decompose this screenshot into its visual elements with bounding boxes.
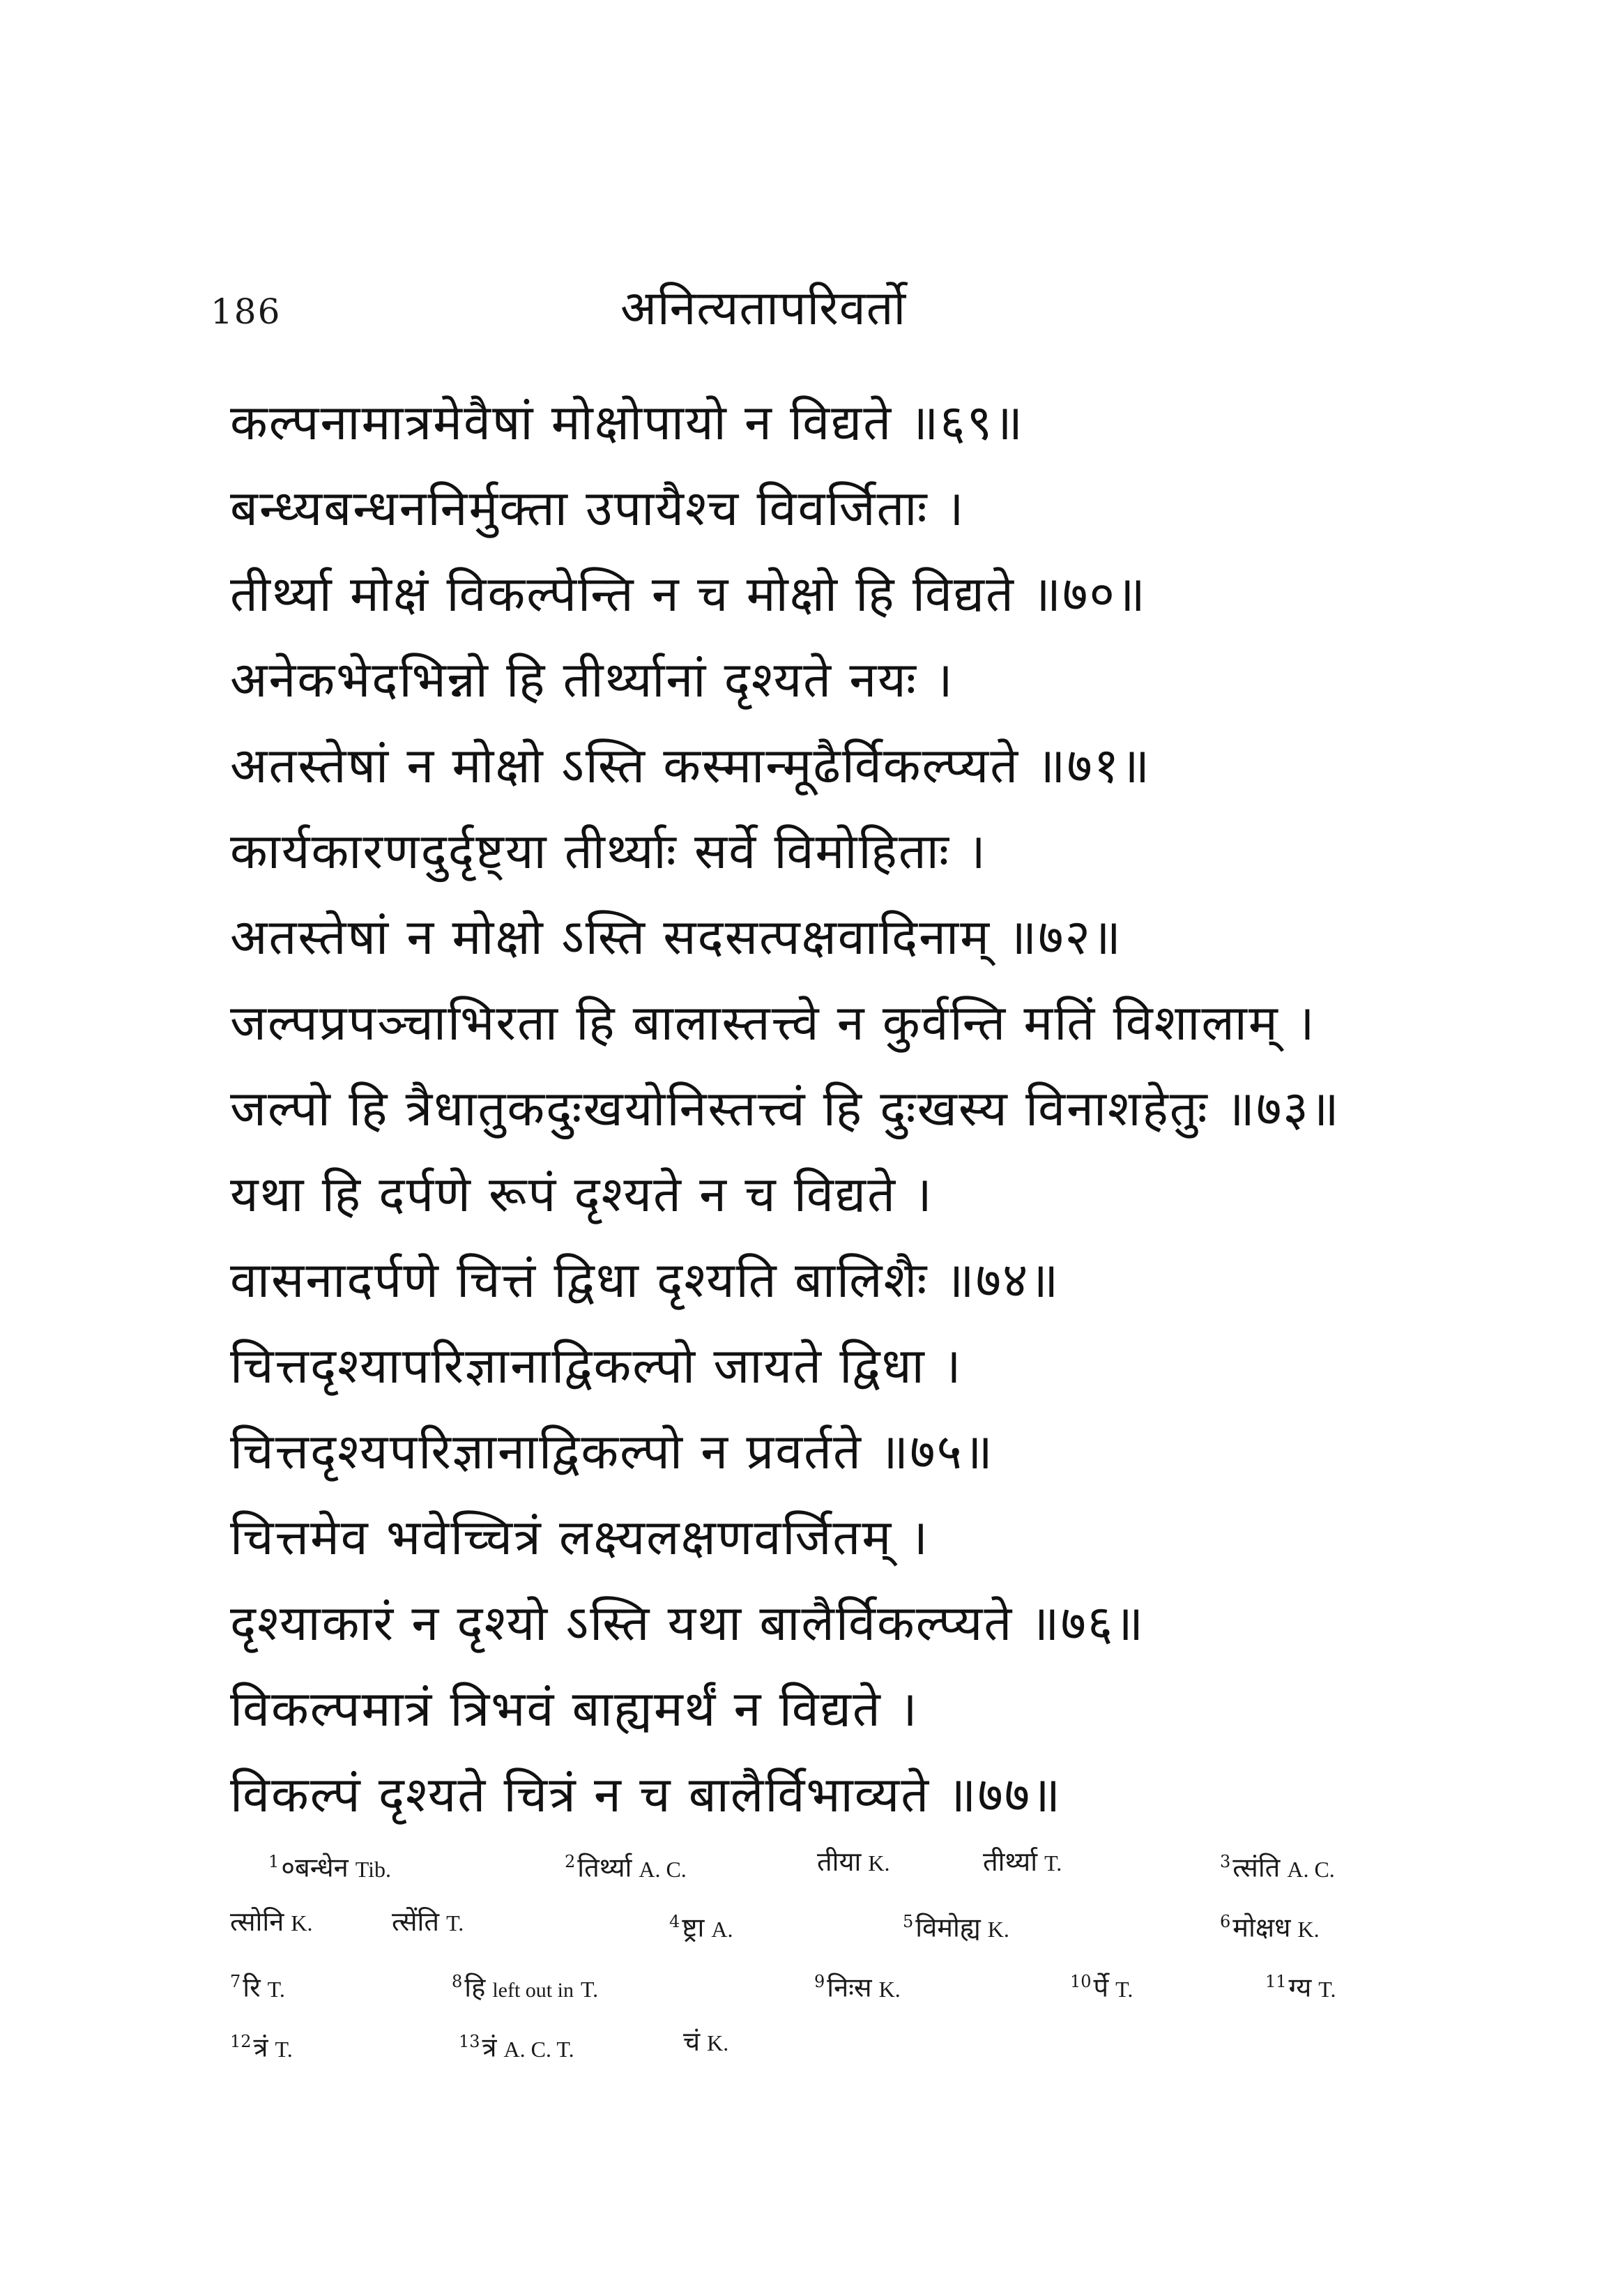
verse-line: तीर्थ्या मोक्षं विकल्पेन्ति न च मोक्षो हि विद्यते ॥७०॥ bbox=[230, 565, 1147, 623]
footnote: $^9$निःस K. bbox=[814, 1972, 901, 2003]
verse-line: विकल्पं दृश्यते चित्रं न च बालैर्विभाव्यते ॥७७॥ bbox=[230, 1766, 1062, 1823]
footnote: $^7$रि T. bbox=[230, 1972, 285, 2003]
verse-line: जल्पो हि त्रैधातुकदुःखयोनिस्तत्त्वं हि दुःखस्य विनाशहेतुः ॥७३॥ bbox=[230, 1080, 1341, 1137]
footnote: तीया K. bbox=[817, 1846, 890, 1877]
verse-line: वासनादर्पणे चित्तं द्विधा दृश्यति बालिशैः ॥७४॥ bbox=[230, 1252, 1060, 1309]
verse-line: अनेकभेदभिन्नो हि तीर्थ्यानां दृश्यते नयः । bbox=[230, 651, 954, 708]
footnote-line bbox=[230, 2021, 1429, 2081]
verse-line: यथा हि दर्पणे रूपं दृश्यते न च विद्यते । bbox=[230, 1166, 933, 1223]
footnote-line bbox=[230, 1841, 1429, 1901]
verse-line: कार्यकारणदुर्दृष्ट्या तीर्थ्याः सर्वे विमोहिताः । bbox=[230, 823, 987, 880]
footnote: चं K. bbox=[683, 2026, 729, 2057]
verse-line: बन्ध्यबन्धननिर्मुक्ता उपायैश्च विवर्जिताः । bbox=[230, 480, 965, 537]
verse-line: चित्तदृश्यपरिज्ञानाद्विकल्पो न प्रवर्तते ॥७५॥ bbox=[230, 1423, 994, 1480]
footnote: त्सोनि K. bbox=[230, 1906, 313, 1937]
verse-list bbox=[230, 380, 1457, 1838]
footnote: $^3$त्संति A. C. bbox=[1220, 1852, 1335, 1883]
verse-line: जल्पप्रपञ्चाभिरता हि बालास्तत्त्वे न कुर्वन्ति मतिं विशालाम् । bbox=[230, 994, 1316, 1051]
footnote: $^{10}$र्पे T. bbox=[1070, 1972, 1133, 2003]
footnote: $^{11}$ग्य T. bbox=[1265, 1972, 1336, 2003]
verse-line: विकल्पमात्रं त्रिभवं बाह्यमर्थं न विद्यते । bbox=[230, 1680, 919, 1738]
footnote: $^{13}$त्रं A. C. T. bbox=[459, 2032, 574, 2063]
verse-line: अतस्तेषां न मोक्षो ऽस्ति कस्मान्मूढैर्विकल्प्यते ॥७१॥ bbox=[230, 737, 1152, 794]
footnote: $^4$ष्ट्रा A. bbox=[669, 1912, 733, 1943]
verse-line: कल्पनामात्रमेवैषां मोक्षोपायो न विद्यते ॥६९॥ bbox=[230, 394, 1025, 451]
footnote: $^1$०बन्धेन Tib. bbox=[268, 1852, 392, 1883]
footnote: तीर्थ्या T. bbox=[983, 1846, 1062, 1877]
footnote: $^{12}$त्रं T. bbox=[230, 2032, 293, 2063]
footnote: त्सेंति T. bbox=[392, 1906, 464, 1937]
footnote-line bbox=[230, 1961, 1429, 2021]
running-title: अनित्यतापरिवर्तो bbox=[620, 281, 907, 336]
footnote: $^8$हि left out in T. bbox=[452, 1972, 599, 2003]
page-number: 186 bbox=[211, 291, 282, 332]
footnote-line bbox=[230, 1901, 1429, 1961]
verse-line: चित्तदृश्यापरिज्ञानाद्विकल्पो जायते द्विधा । bbox=[230, 1337, 963, 1394]
verse-line: अतस्तेषां न मोक्षो ऽस्ति सदसत्पक्षवादिनाम् ॥७२॥ bbox=[230, 908, 1122, 966]
footnotes bbox=[230, 1841, 1429, 2081]
footnote: $^6$मोक्षध K. bbox=[1220, 1912, 1320, 1943]
verse-line: चित्तमेव भवेच्चित्रं लक्ष्यलक्षणवर्जितम् । bbox=[230, 1509, 929, 1566]
footnote: $^5$विमोह्य K. bbox=[903, 1912, 1009, 1943]
footnote: $^2$तिर्थ्या A. C. bbox=[565, 1852, 687, 1883]
verse-line: दृश्याकारं न दृश्यो ऽस्ति यथा बालैर्विकल्प्यते ॥७६॥ bbox=[230, 1595, 1145, 1652]
